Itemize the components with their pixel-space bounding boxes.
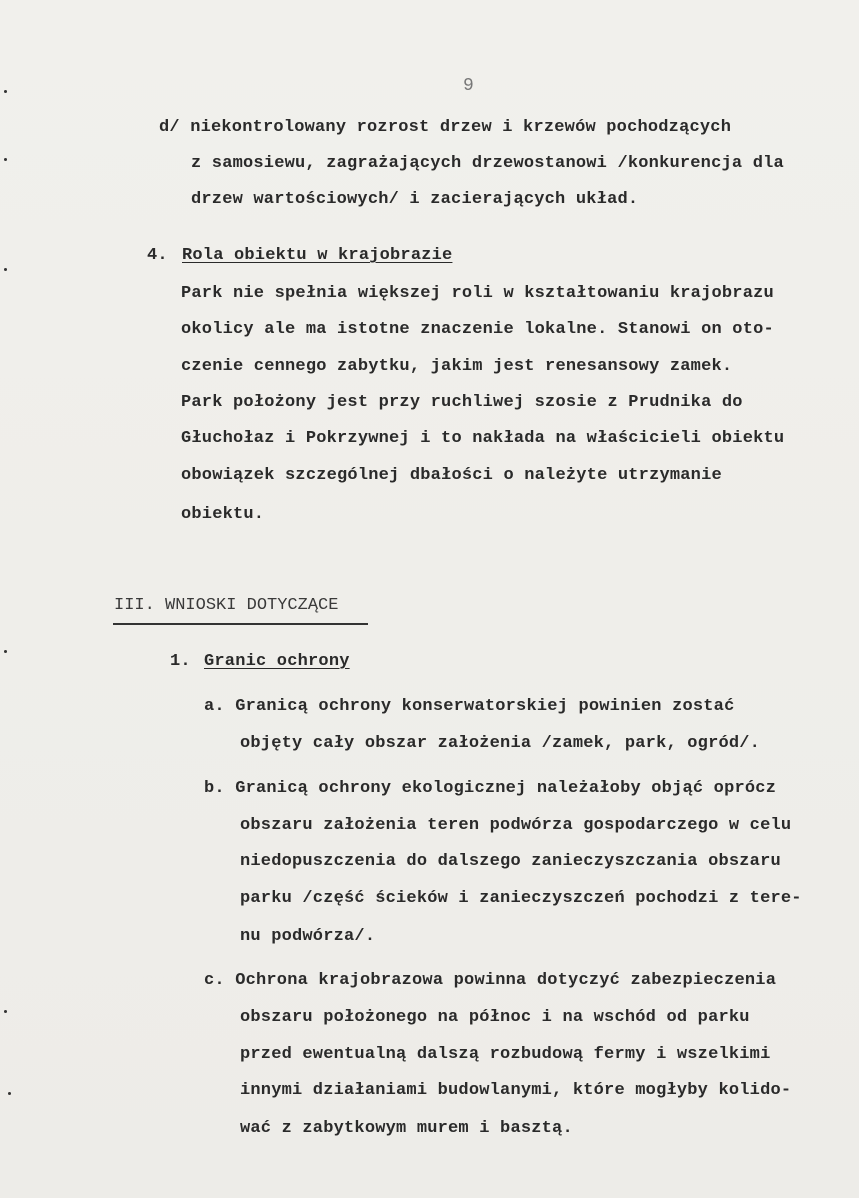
scan-mark <box>4 158 7 161</box>
item-c-line-4: innymi działaniami budowlanymi, które mogłyby kolido- <box>240 1081 792 1100</box>
item-c-line-3: przed ewentualną dalszą rozbudową fermy i wszelkimi <box>240 1045 771 1064</box>
item-d-line-1: d/ niekontrolowany rozrost drzew i krzewów pochodzących <box>159 118 732 137</box>
subsection-1-number: 1. <box>170 652 191 671</box>
item-b-line-2: obszaru założenia teren podwórza gospodarczego w celu <box>240 816 792 835</box>
section-4-line-1: Park nie spełnia większej roli w kształtowaniu krajobrazu <box>181 284 774 303</box>
section-III-heading: III. WNIOSKI DOTYCZĄCE <box>114 596 339 615</box>
scan-mark <box>8 1092 11 1095</box>
item-b-line-3: niedopuszczenia do dalszego zanieczyszczania obszaru <box>240 852 781 871</box>
scan-mark <box>4 1010 7 1013</box>
item-b-line-4: parku /część ścieków i zanieczyszczeń pochodzi z tere- <box>240 889 802 908</box>
subsection-1-heading: Granic ochrony <box>204 652 350 671</box>
item-b-line-5: nu podwórza/. <box>240 927 376 946</box>
item-c-line-5: wać z zabytkowym murem i basztą. <box>240 1119 573 1138</box>
scan-mark <box>4 90 7 93</box>
item-b-line-1: b. Granicą ochrony ekologicznej należałoby objąć oprócz <box>204 779 777 798</box>
section-4-line-3: czenie cennego zabytku, jakim jest renesansowy zamek. <box>181 357 733 376</box>
section-III-underline <box>113 623 368 625</box>
section-4-line-5: Głuchołaz i Pokrzywnej i to nakłada na właścicieli obiektu <box>181 429 785 448</box>
section-4-line-4: Park położony jest przy ruchliwej szosie z Prudnika do <box>181 393 743 412</box>
page-number: 9 <box>463 76 474 96</box>
item-d-line-2: z samosiewu, zagrażających drzewostanowi /konkurencja dla <box>191 154 784 173</box>
scan-mark <box>4 650 7 653</box>
section-4-line-6: obowiązek szczególnej dbałości o należyte utrzymanie <box>181 466 722 485</box>
item-c-line-1: c. Ochrona krajobrazowa powinna dotyczyć zabezpieczenia <box>204 971 777 990</box>
section-4-line-7: obiektu. <box>181 505 265 524</box>
section-4-number: 4. <box>147 246 168 265</box>
item-a-line-1: a. Granicą ochrony konserwatorskiej powinien zostać <box>204 697 735 716</box>
item-c-line-2: obszaru położonego na północ i na wschód od parku <box>240 1008 750 1027</box>
item-d-line-3: drzew wartościowych/ i zacierających układ. <box>191 190 639 209</box>
item-a-line-2: objęty cały obszar założenia /zamek, park, ogród/. <box>240 734 761 753</box>
scan-mark <box>4 268 7 271</box>
section-4-line-2: okolicy ale ma istotne znaczenie lokalne. Stanowi on oto- <box>181 320 774 339</box>
section-4-heading: Rola obiektu w krajobrazie <box>182 246 453 265</box>
